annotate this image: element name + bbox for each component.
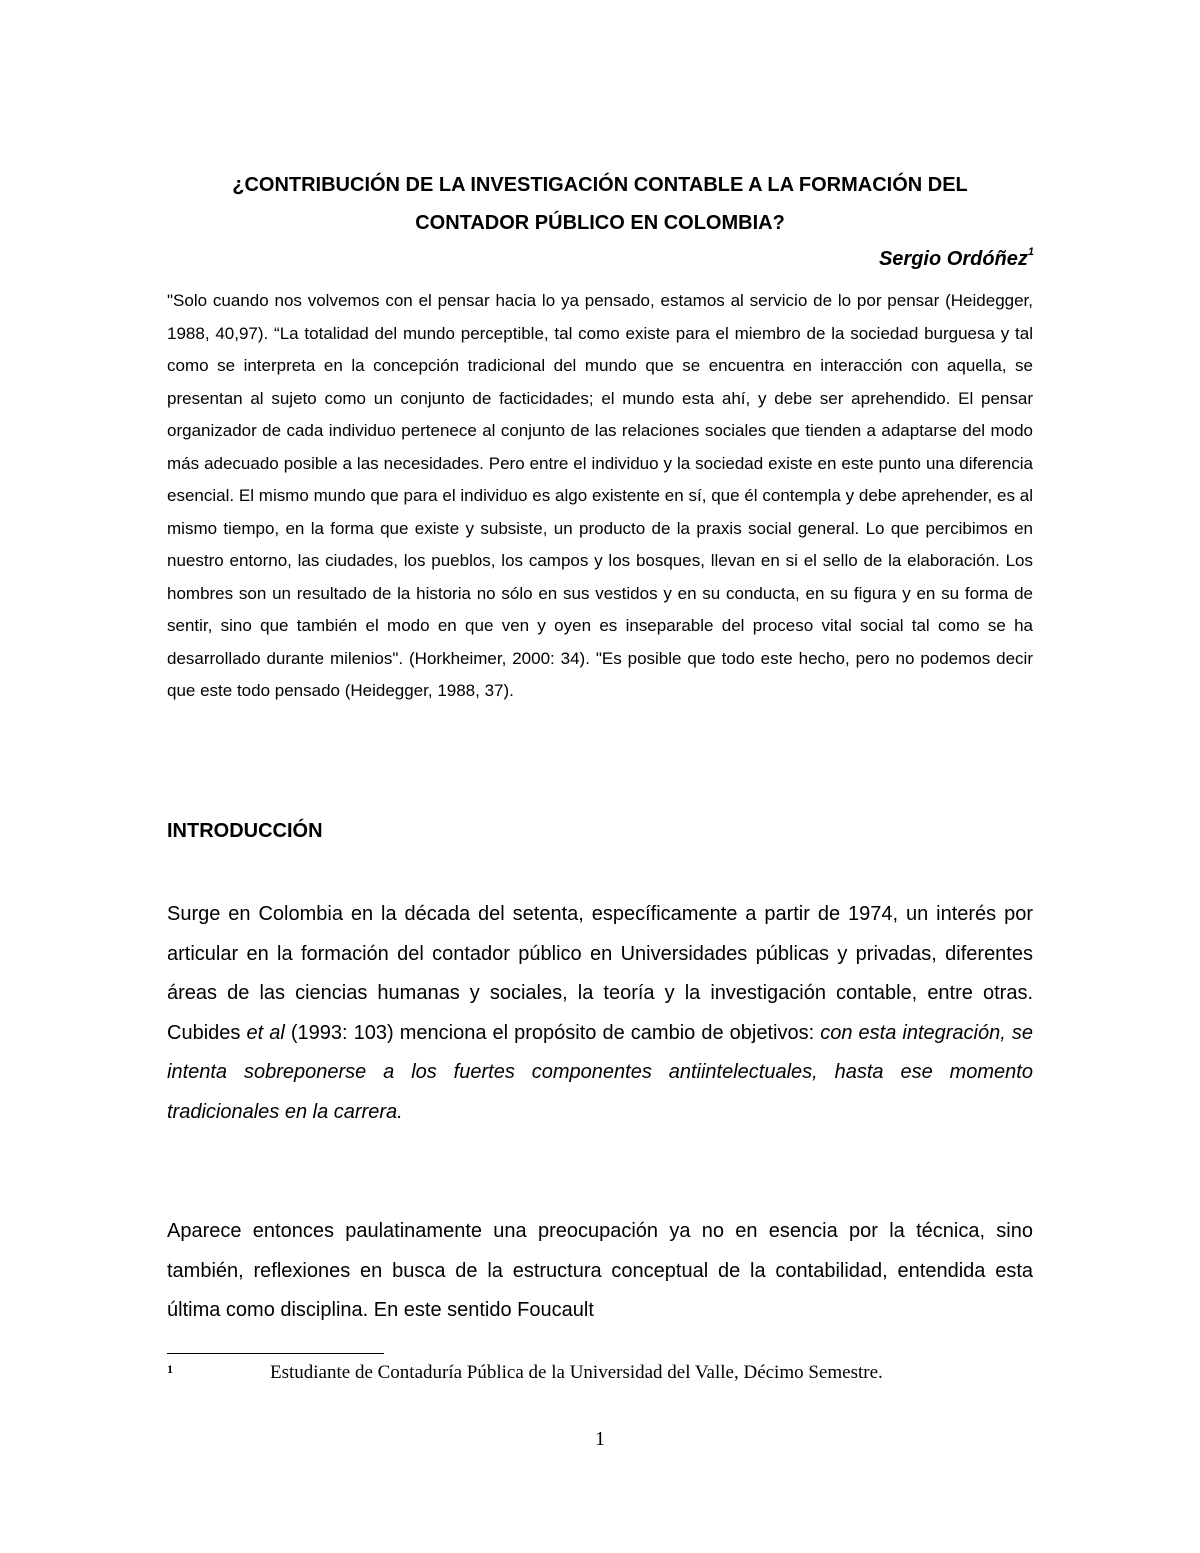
section-heading-introduccion: INTRODUCCIÓN: [167, 820, 323, 842]
footnote-text: Estudiante de Contaduría Pública de la Universidad del Valle, Décimo Semestre.: [270, 1362, 883, 1383]
page-number: 1: [595, 1428, 605, 1450]
author-footnote-ref[interactable]: 1: [1027, 246, 1034, 258]
footnote-mark: 1: [167, 1362, 173, 1376]
author-byline: [879, 248, 1034, 271]
intro-paragraph-2: Aparece entonces paulatinamente una preocupación ya no en esencia por la técnica, sino también, reflexiones en busca de la estructura conceptual de la contabilidad, entendida esta última como disciplina. En este sentido Foucault: [167, 1220, 1033, 1322]
document-title: [167, 166, 1033, 242]
intro-p1-quote: con esta integración, se intenta sobreponerse a los fuertes componentes antiintelectuales, hasta ese momento tradicionales en la carrera.: [167, 1021, 1033, 1123]
intro-paragraph-1: [167, 895, 1033, 1133]
epigraph-quote: "Solo cuando nos volvemos con el pensar hacia lo ya pensado, estamos al servicio de lo por pensar (Heidegger, 1988, 40,97). “La totalidad del mundo perceptible, tal como existe para el miembro de la sociedad burguesa y tal como se interpreta en la concepción tradicional del mundo que se encuentra en interacción con aquella, se presentan al sujeto como un conjunto de facticidades; el mundo esta ahí, y debe ser aprehendido. El pensar organizador de cada individuo pertenece al conjunto de las relaciones sociales que tienden a adaptarse del modo más adecuado posible a las necesidades. Pero entre el individuo y la sociedad existe en este punto una diferencia esencial. El mismo mundo que para el individuo es algo existente en sí, que él contempla y debe aprehender, es al mismo tiempo, en la forma que existe y subsiste, un producto de la praxis social general. Lo que percibimos en nuestro entorno, las ciudades, los pueblos, los campos y los bosques, llevan en si el sello de la elaboración. Los hombres son un resultado de la historia no sólo en sus vestidos y en su conducta, en su figura y en su forma de sentir, sino que también el modo en que ven y oyen es inseparable del proceso vital social tal como se ha desarrollado durante milenios". (Horkheimer, 2000: 34). "Es posible que todo este hecho, pero no podemos decir que este todo pensado (Heidegger, 1988, 37).: [167, 291, 1033, 700]
footnote-separator: [167, 1353, 384, 1354]
intro-p1-etal: et al: [246, 1021, 285, 1044]
title-line-2: CONTADOR PÚBLICO EN COLOMBIA?: [415, 212, 785, 234]
footnote: [167, 1362, 1033, 1384]
author-name: Sergio Ordóñez: [878, 248, 1028, 270]
intro-p1-text-a: Surge en Colombia en la década del setenta, específicamente a partir de 1974, un interés por articular en la formación del contador público en Universidades públicas y privadas, diferentes áreas de las ciencias humanas y sociales, la teoría y la investigación contable, entre otras. Cubides: [167, 903, 1033, 1044]
title-line-1: ¿CONTRIBUCIÓN DE LA INVESTIGACIÓN CONTABLE A LA FORMACIÓN DEL: [232, 174, 968, 196]
intro-p1-text-b: (1993: 103) menciona el propósito de cambio de objetivos:: [284, 1021, 821, 1044]
